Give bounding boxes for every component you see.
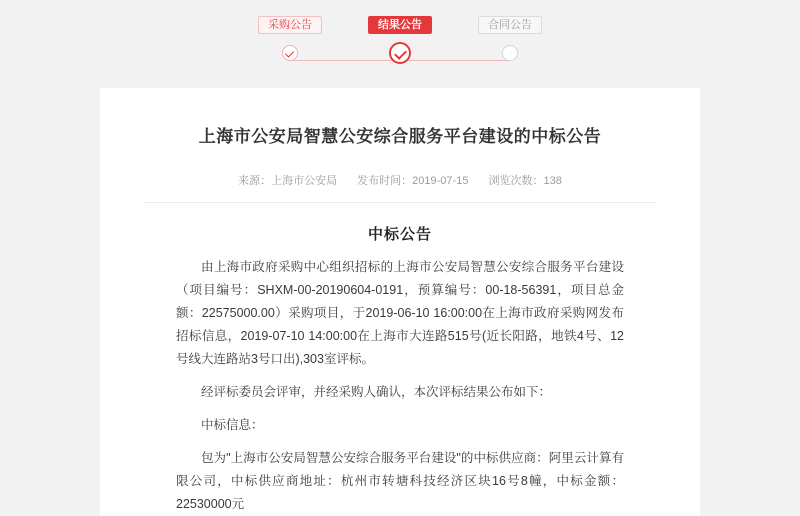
announcement-card <box>100 88 700 516</box>
document-meta <box>100 172 700 202</box>
step-contract-label[interactable]: 合同公告 <box>478 16 542 34</box>
paragraph-1: 由上海市政府采购中心组织招标的上海市公安局智慧公安综合服务平台建设（项目编号：SHXM-00-20190604-0191，预算编号：00-18-56391，项目总金额：22575000.00）采购项目，于2019-06-10 16:00:00在上海市政府采购网发布招标信息，2019-07-10 14:00:00在上海市大连路515号(近长阳路，地铁4号、12号线大连路站3号口出),303室评标。 <box>176 260 624 366</box>
stepper-labels <box>235 16 565 34</box>
step-contract[interactable] <box>455 16 565 34</box>
paragraph-4: 包为"上海市公安局智慧公安综合服务平台建设"的中标供应商：阿里云计算有限公司，中标供应商地址：杭州市转塘科技经济区块16号8幢，中标金额：22530000元 <box>176 451 624 511</box>
step-result-label[interactable]: 结果公告 <box>368 16 432 34</box>
meta-publish-label: 发布时间： <box>357 175 413 187</box>
check-circle-active-icon[interactable] <box>389 42 411 64</box>
meta-source <box>238 172 337 188</box>
step-dot-procurement-wrap <box>235 45 345 64</box>
meta-publish <box>357 172 468 188</box>
step-procurement-label[interactable]: 采购公告 <box>258 16 322 34</box>
stepper-inner <box>235 16 565 64</box>
check-circle-icon[interactable] <box>282 45 298 61</box>
step-dot-contract-wrap <box>455 45 565 64</box>
announcement-body <box>100 203 700 516</box>
stepper-dots <box>235 45 565 64</box>
meta-views-label: 浏览次数： <box>488 175 544 187</box>
paragraph-3: 中标信息： <box>201 418 264 432</box>
meta-source-value: 上海市公安局 <box>271 175 338 187</box>
paragraph-2: 经评标委员会评审，并经采购人确认，本次评标结果公布如下： <box>201 385 552 399</box>
body-title: 中标公告 <box>367 226 432 243</box>
meta-views <box>488 172 561 188</box>
page-title: 上海市公安局智慧公安综合服务平台建设的中标公告 <box>198 127 602 146</box>
step-result[interactable] <box>345 16 455 34</box>
meta-views-value: 138 <box>543 175 562 187</box>
progress-stepper <box>0 0 800 64</box>
step-procurement[interactable] <box>235 16 345 34</box>
step-dot-result-wrap <box>345 45 455 64</box>
meta-source-label: 来源： <box>238 175 272 187</box>
meta-publish-value: 2019-07-15 <box>412 175 469 187</box>
empty-circle-icon[interactable] <box>502 45 518 61</box>
